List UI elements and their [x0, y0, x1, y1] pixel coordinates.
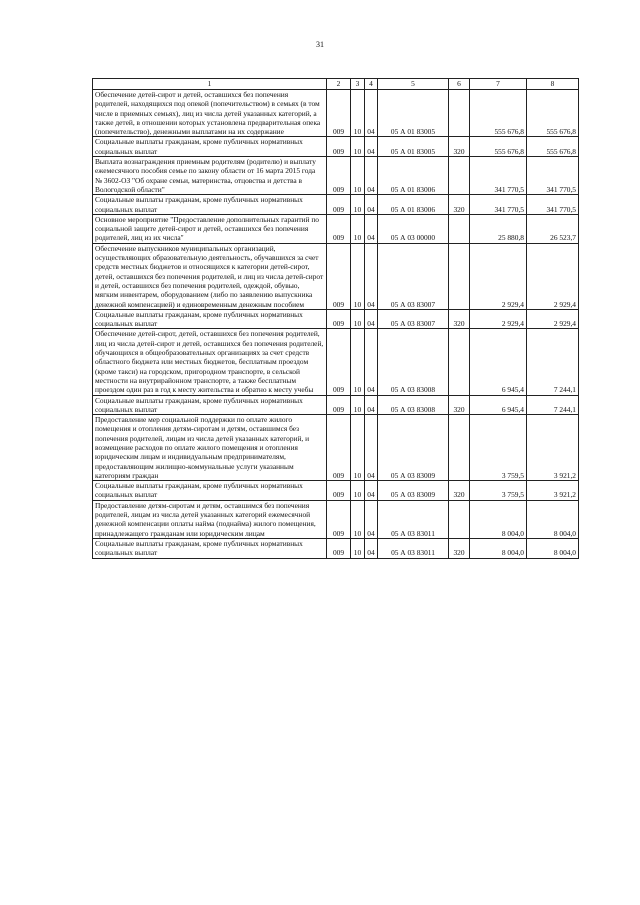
cell-amount-year-1: 8 004,0: [470, 538, 527, 558]
cell-amount-year-2: 2 929,4: [527, 309, 579, 329]
cell-section: 10: [351, 481, 365, 501]
cell-amount-year-1: 3 759,5: [470, 415, 527, 481]
cell-expense-type: 320: [449, 395, 470, 415]
cell-section: 10: [351, 157, 365, 195]
budget-table: [92, 78, 579, 559]
table-row: [93, 137, 579, 157]
row-description: Социальные выплаты гражданам, кроме публичных нормативных социальных выплат: [93, 309, 327, 329]
row-description: Социальные выплаты гражданам, кроме публичных нормативных социальных выплат: [93, 395, 327, 415]
cell-target-article: 05 А 03 83009: [378, 415, 449, 481]
table-row: [93, 538, 579, 558]
cell-target-article: 05 А 01 83005: [378, 137, 449, 157]
cell-expense-type: [449, 500, 470, 538]
cell-expense-type: 320: [449, 309, 470, 329]
cell-subsection: 04: [365, 500, 378, 538]
cell-target-article: 05 А 03 00000: [378, 214, 449, 243]
row-description: Социальные выплаты гражданам, кроме публичных нормативных социальных выплат: [93, 481, 327, 501]
cell-section: 10: [351, 309, 365, 329]
cell-subsection: 04: [365, 243, 378, 309]
cell-section: 10: [351, 415, 365, 481]
row-description: Предоставление детям-сиротам и детям, оставшимся без попечения родителей, лицам из числа детей указанных категорий ежемесячной денежной компенсации оплаты найма (поднайма) жилого помещения, принадлежащего гражданам или юридическим лицам: [93, 500, 327, 538]
cell-expense-type: 320: [449, 481, 470, 501]
cell-section: 10: [351, 538, 365, 558]
cell-amount-year-2: 341 770,5: [527, 195, 579, 215]
cell-expense-type: [449, 415, 470, 481]
row-description: Социальные выплаты гражданам, кроме публичных нормативных социальных выплат: [93, 195, 327, 215]
table-row: [93, 309, 579, 329]
table-row: [93, 243, 579, 309]
cell-amount-year-2: 8 004,0: [527, 500, 579, 538]
cell-section: 10: [351, 195, 365, 215]
cell-expense-type: 320: [449, 137, 470, 157]
cell-ministry-code: 009: [327, 481, 351, 501]
cell-target-article: 05 А 03 83008: [378, 329, 449, 395]
cell-amount-year-2: 341 770,5: [527, 157, 579, 195]
cell-section: 10: [351, 500, 365, 538]
cell-section: 10: [351, 243, 365, 309]
cell-ministry-code: 009: [327, 157, 351, 195]
table-row: [93, 500, 579, 538]
cell-subsection: 04: [365, 538, 378, 558]
cell-subsection: 04: [365, 90, 378, 137]
cell-expense-type: [449, 90, 470, 137]
cell-amount-year-1: 2 929,4: [470, 243, 527, 309]
cell-amount-year-2: 8 004,0: [527, 538, 579, 558]
table-row: [93, 481, 579, 501]
table-row: [93, 415, 579, 481]
cell-amount-year-2: 7 244,1: [527, 329, 579, 395]
table-row: [93, 214, 579, 243]
cell-target-article: 05 А 03 83011: [378, 500, 449, 538]
col-header-1: 1: [93, 79, 327, 90]
row-description: Обеспечение детей-сирот и детей, оставшихся без попечения родителей, находящихся под опекой (попечительством) в семьях (в том числе в приемных семьях), лиц из числа детей указанных категорий, а также детей, в отношении которых установлена предварительная опека (попечительство), денежными выплатами на их содержание: [93, 90, 327, 137]
cell-expense-type: 320: [449, 195, 470, 215]
cell-amount-year-1: 555 676,8: [470, 137, 527, 157]
cell-section: 10: [351, 90, 365, 137]
cell-target-article: 05 А 01 83006: [378, 195, 449, 215]
cell-ministry-code: 009: [327, 195, 351, 215]
table-row: [93, 395, 579, 415]
cell-amount-year-2: 555 676,8: [527, 137, 579, 157]
cell-amount-year-1: 6 945,4: [470, 395, 527, 415]
row-description: Основное мероприятие "Предоставление дополнительных гарантий по социальной защите детей-сирот и детей, оставшихся без попечения родителей, лиц из их числа": [93, 214, 327, 243]
col-header-7: 7: [470, 79, 527, 90]
cell-section: 10: [351, 329, 365, 395]
cell-target-article: 05 А 01 83006: [378, 157, 449, 195]
cell-amount-year-1: 341 770,5: [470, 195, 527, 215]
cell-subsection: 04: [365, 157, 378, 195]
cell-expense-type: [449, 157, 470, 195]
row-description: Социальные выплаты гражданам, кроме публичных нормативных социальных выплат: [93, 538, 327, 558]
cell-amount-year-2: 3 921,2: [527, 415, 579, 481]
table-row: [93, 329, 579, 395]
cell-ministry-code: 009: [327, 500, 351, 538]
table-row: [93, 157, 579, 195]
cell-ministry-code: 009: [327, 538, 351, 558]
cell-ministry-code: 009: [327, 243, 351, 309]
cell-amount-year-1: 555 676,8: [470, 90, 527, 137]
cell-expense-type: [449, 243, 470, 309]
row-description: Социальные выплаты гражданам, кроме публичных нормативных социальных выплат: [93, 137, 327, 157]
page-number: 31: [316, 40, 324, 49]
cell-subsection: 04: [365, 481, 378, 501]
cell-target-article: 05 А 03 83007: [378, 243, 449, 309]
cell-target-article: 05 А 03 83007: [378, 309, 449, 329]
cell-amount-year-2: 7 244,1: [527, 395, 579, 415]
cell-target-article: 05 А 03 83011: [378, 538, 449, 558]
cell-ministry-code: 009: [327, 329, 351, 395]
cell-amount-year-2: 3 921,2: [527, 481, 579, 501]
cell-ministry-code: 009: [327, 309, 351, 329]
cell-amount-year-1: 2 929,4: [470, 309, 527, 329]
table-row: [93, 195, 579, 215]
cell-amount-year-1: 25 880,8: [470, 214, 527, 243]
cell-target-article: 05 А 03 83009: [378, 481, 449, 501]
cell-ministry-code: 009: [327, 415, 351, 481]
row-description: Обеспечение детей-сирот, детей, оставшихся без попечения родителей, лиц из числа детей-сирот и детей, оставшихся без попечения родителей, обучающихся в общеобразовательных организациях за счет средств областного бюджета или местных бюджетов, бесплатным проездом (кроме такси) на городском, пригородном транспорте, в сельской местности на внутрирайонном транспорте, а также бесплатным проездом один раз в год к месту жительства и обратно к месту учебы: [93, 329, 327, 395]
col-header-4: 4: [365, 79, 378, 90]
row-description: Выплата вознаграждения приемным родителям (родителю) и выплату ежемесячного пособия семье по закону области от 16 марта 2015 года № 3602-ОЗ "Об охране семьи, материнства, отцовства и детства в Вологодской области": [93, 157, 327, 195]
cell-subsection: 04: [365, 329, 378, 395]
cell-section: 10: [351, 214, 365, 243]
cell-amount-year-1: 341 770,5: [470, 157, 527, 195]
cell-amount-year-1: 8 004,0: [470, 500, 527, 538]
header-row: [93, 79, 579, 90]
cell-amount-year-2: 2 929,4: [527, 243, 579, 309]
cell-subsection: 04: [365, 309, 378, 329]
row-description: Предоставление мер социальной поддержки по оплате жилого помещения и отопления детям-сиротам и детям, оставшимся без попечения родителей, лицам из числа детей указанных категорий, и возмещение расходов по оплате жилого помещения и отопления юридическим лицам и индивидуальным предпринимателям, предоставляющим жилищно-коммунальные услуги указанным категориям граждан: [93, 415, 327, 481]
cell-subsection: 04: [365, 395, 378, 415]
cell-ministry-code: 009: [327, 90, 351, 137]
col-header-6: 6: [449, 79, 470, 90]
cell-target-article: 05 А 03 83008: [378, 395, 449, 415]
cell-amount-year-1: 6 945,4: [470, 329, 527, 395]
cell-subsection: 04: [365, 137, 378, 157]
cell-subsection: 04: [365, 214, 378, 243]
cell-subsection: 04: [365, 415, 378, 481]
cell-section: 10: [351, 395, 365, 415]
col-header-2: 2: [327, 79, 351, 90]
row-description: Обеспечение выпускников муниципальных организаций, осуществляющих образовательную деятельность, обучавшихся за счет средств местных бюджетов и относящихся к категории детей-сирот, детей, оставшихся без попечения родителей, и лиц из числа детей-сирот и детей, оставшихся без попечения родителей, одеждой, обувью, мягким инвентарем, оборудованием (либо по заявлению выпускника денежной компенсацией) и единовременным денежным пособием: [93, 243, 327, 309]
cell-expense-type: [449, 214, 470, 243]
cell-subsection: 04: [365, 195, 378, 215]
table-row: [93, 90, 579, 137]
col-header-8: 8: [527, 79, 579, 90]
cell-amount-year-1: 3 759,5: [470, 481, 527, 501]
cell-ministry-code: 009: [327, 214, 351, 243]
cell-expense-type: [449, 329, 470, 395]
cell-amount-year-2: 555 676,8: [527, 90, 579, 137]
col-header-3: 3: [351, 79, 365, 90]
cell-ministry-code: 009: [327, 137, 351, 157]
cell-section: 10: [351, 137, 365, 157]
cell-target-article: 05 А 01 83005: [378, 90, 449, 137]
cell-ministry-code: 009: [327, 395, 351, 415]
col-header-5: 5: [378, 79, 449, 90]
cell-amount-year-2: 26 523,7: [527, 214, 579, 243]
cell-expense-type: 320: [449, 538, 470, 558]
